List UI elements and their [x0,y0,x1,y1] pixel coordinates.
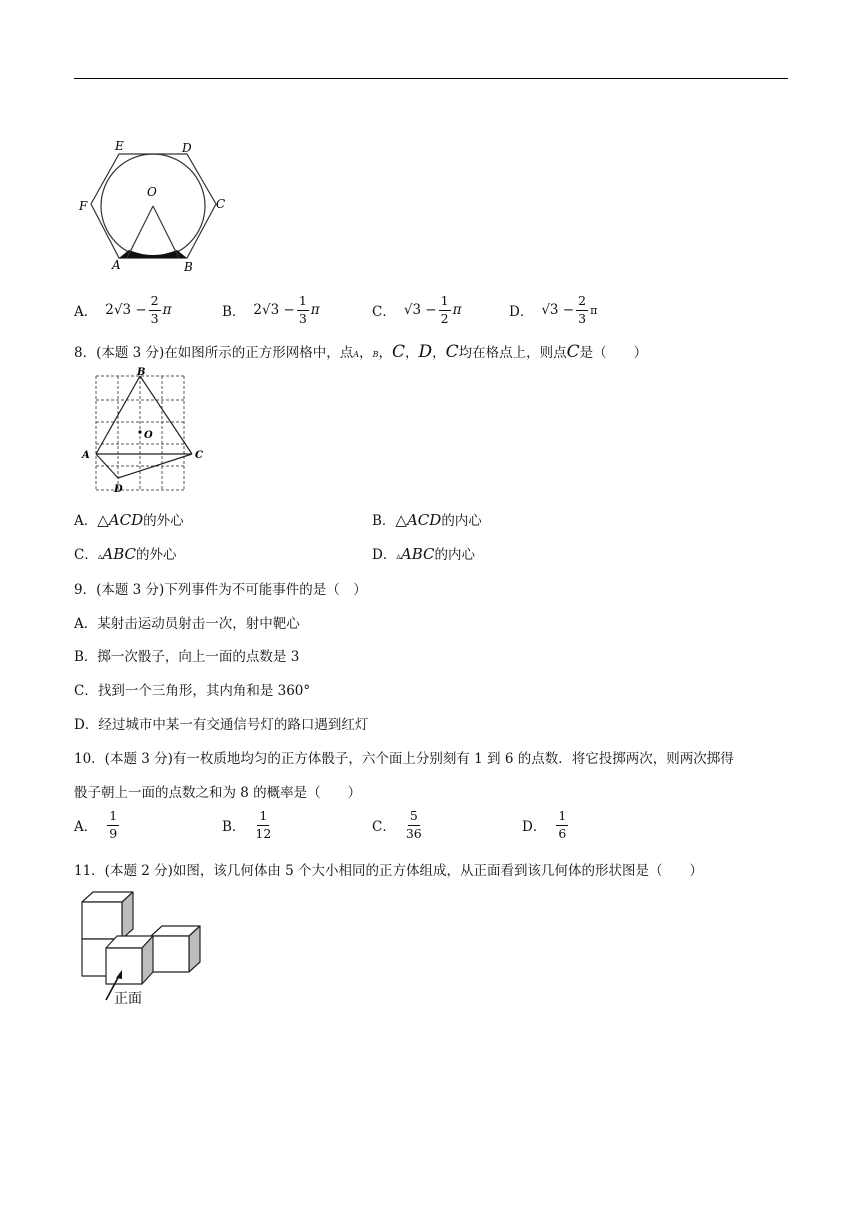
fraction: $\frac{1}{2}$ [440,293,449,326]
fraction: $\frac{1}{12}$ [255,808,272,841]
pi-symbol: π [162,302,172,318]
grid-label-b: B [137,367,146,378]
fraction: $\frac{2}{3}$ [578,293,587,326]
q8-option-d: D．▵ABC的内心 [372,545,475,563]
option-expr: √3 − [541,302,575,318]
label-d: D [182,141,192,155]
fraction: $\frac{1}{6}$ [558,808,567,841]
grid-label-c: C [195,450,203,461]
q7-option-a [74,295,171,325]
pi-symbol: π [590,303,598,317]
q9-option-c: C．找到一个三角形，其内角和是 360° [74,683,311,699]
option-letter: A． [74,304,98,320]
q8-option-a: A．△ACD的外心 [74,511,184,529]
fraction: $\frac{1}{3}$ [298,293,307,326]
grid-figure [80,366,210,496]
q10-stem-line1: 10．(本题 3 分)有一枚质地均匀的正方体骰子，六个面上分别刻有 1 到 6 的点数．将它投掷两次，则两次掷得 [74,751,734,767]
q10-option-d: D． $\frac{1}{6}$ [522,808,567,841]
fraction: $\frac{1}{9}$ [109,808,118,841]
label-f: F [79,199,88,213]
pi-symbol: π [452,302,462,318]
q9-stem: 9．(本题 3 分)下列事件为不可能事件的是（ ） [74,582,367,598]
q7-option-b [222,295,320,325]
q10-stem-line2: 骰子朝上一面的点数之和为 8 的概率是（ ） [74,785,362,801]
q7-option-d [509,295,597,325]
fraction: $\frac{2}{3}$ [150,293,159,326]
option-letter: B． [222,304,246,320]
grid-label-o: O [144,430,153,441]
label-o: O [147,185,157,199]
label-b: B [184,260,193,274]
option-letter: C． [372,304,396,320]
grid-label-a: A [82,450,90,461]
option-expr: √3 − [403,302,437,318]
q11-stem: 11．(本题 2 分)如图，该几何体由 5 个大小相同的正方体组成，从正面看到该几何体的形状图是（ ） [74,863,704,879]
q8-option-b: B．△ACD的内心 [372,511,482,529]
header-rule [74,78,788,79]
option-expr: 2√3 − [105,302,147,318]
q10-option-b: B． $\frac{1}{12}$ [222,808,272,841]
q8-stem: 8．(本题 3 分)在如图所示的正方形网格中，点A，B，C，D，C均在格点上，则点C是（ ） [74,342,648,362]
grid-label-d: D [114,484,123,495]
cubes-figure [78,890,208,1012]
q8-option-c: C．▵ABC的外心 [74,545,177,563]
label-c: C [216,197,226,211]
q9-option-a: A．某射击运动员射击一次，射中靶心 [74,616,300,632]
q9-option-b: B．掷一次骰子，向上一面的点数是 3 [74,649,300,665]
q7-option-c [372,295,461,325]
label-e: E [115,139,124,153]
option-letter: D． [509,304,534,320]
hexagon-circle-figure [74,138,244,278]
pi-symbol: π [310,302,320,318]
option-expr: 2√3 − [253,302,295,318]
q9-option-d: D．经过城市中某一有交通信号灯的路口遇到红灯 [74,717,369,733]
label-a: A [112,258,121,272]
fraction: $\frac{5}{36}$ [405,808,422,841]
q10-option-c: C． $\frac{5}{36}$ [372,808,422,841]
front-label: 正面 [114,991,142,1007]
q10-option-a: A． $\frac{1}{9}$ [74,808,118,841]
